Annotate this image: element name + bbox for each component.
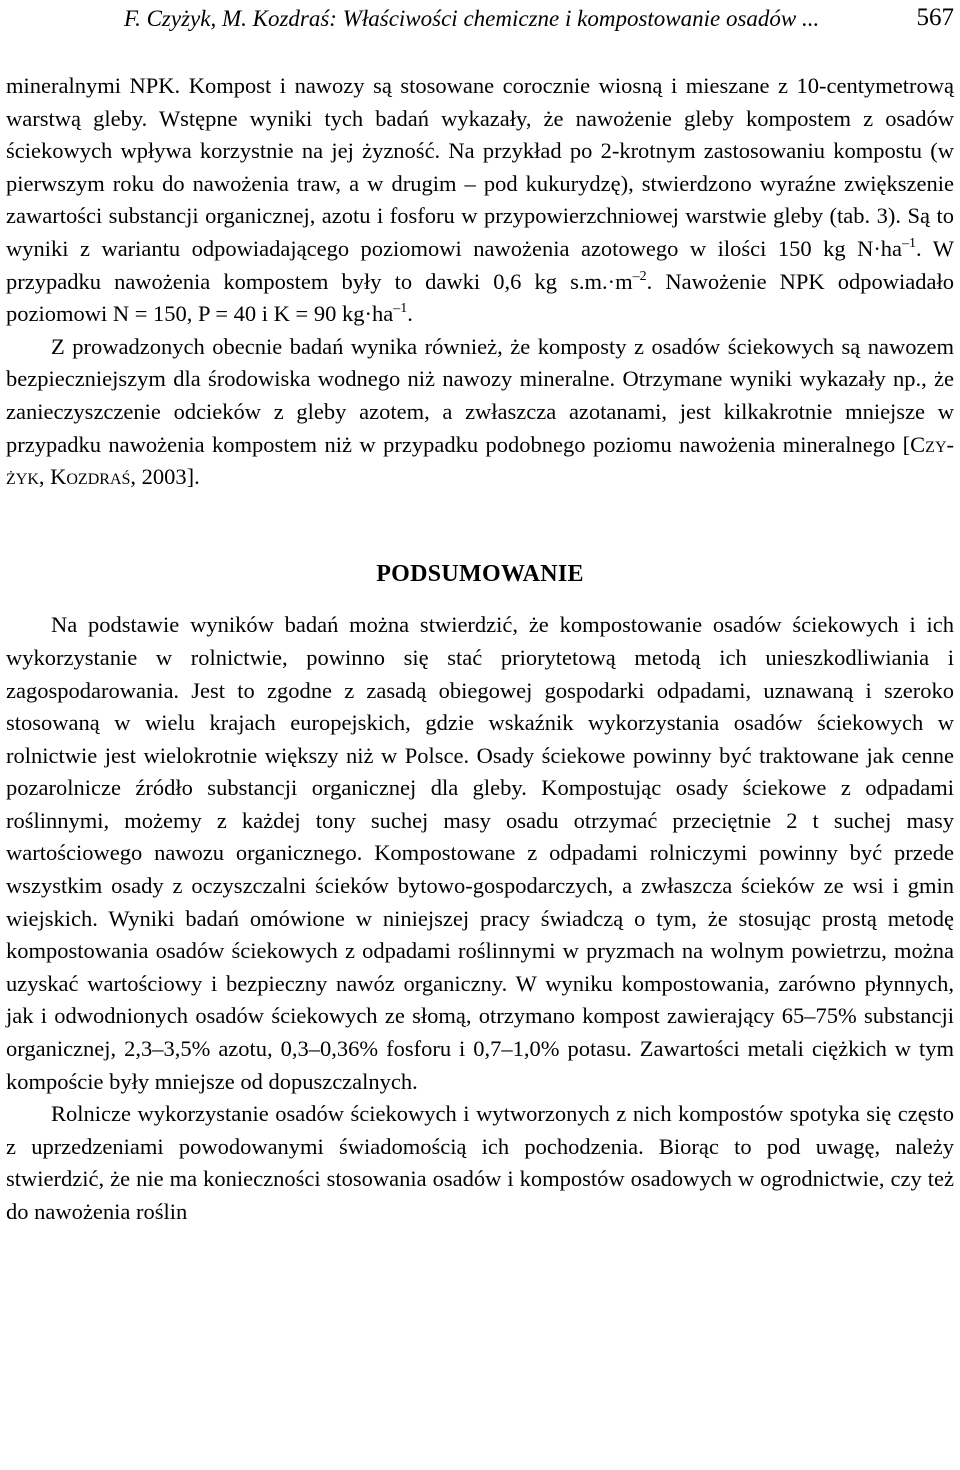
paragraph-results [6,70,954,331]
document-page [6,0,954,1229]
section-heading: PODSUMOWANIE [376,560,584,587]
page-number: 567 [916,4,954,31]
paragraph-text: . [407,301,413,327]
superscript: –2 [632,268,647,284]
paragraph-text: . W przypadku nawożenia kompostem były to dawki 0,6 kg s.m.·m [6,235,954,294]
paragraph-agricultural-use: Rolnicze wykorzystanie osadów ściekowych i wytworzonych z nich kompostów spotyka się często z uprzedzeniami powodowanymi świadomością ich pochodzenia. Biorąc to pod uwagę, należy stwierdzić, że nie ma konieczności stosowania osadów i kompostów osadowych w ogrodnictwie, czy też do nawożenia roślin [6,1101,954,1224]
citation-year: , 2003]. [130,464,200,490]
running-header [6,4,954,38]
superscript: –1 [393,301,408,317]
paragraph-summary: Na podstawie wyników badań można stwierdzić, że kompostowanie osadów ściekowych i ich wykorzystanie w rolnictwie, powinno się stać priorytetową metodą ich unieszkodliwiania i zagospodarowania. Jest to zgodne z zasadą obiegowej gospodarki odpadami, uznawaną i szeroko stosowaną w wielu krajach europejskich, gdzie wskaźnik wykorzystania osadów ściekowych w rolnictwie jest wielokrotnie większy niż w Polsce. Osady ściekowe powinny być traktowane jak cenne pozarolnicze źródło substancji organicznej dla gleby. Kompostując osady ściekowe z odpadami roślinnymi, możemy z każdej tony suchej masy osadu otrzymać przeciętnie 2 t suchej masy wartościowego nawozu organicznego. Kompostowane z odpadami rolniczymi powinny być przede wszystkim osady z oczyszczalni ścieków bytowo-gospodarczych, a zwłaszcza ścieków ze wsi i gmin wiejskich. Wyniki badań omówione w niniejszej pracy świadczą o tym, że stosując prostą metodę kompostowania osadów ściekowych z odpadami roślinnymi w pryzmach na wolnym powietrzu, można uzyskać wartościowy i bezpieczny nawóz organiczny. W wyniku kompostowania, zarówno płynnych, jak i odwodnionych osadów ściekowych ze słomą, otrzymano kompost zawierający 65–75% substancji organicznej, 2,3–3,5% azotu, 0,3–0,36% fosforu i 0,7–1,0% potasu. Zawartości metali ciężkich w tym kompoście były mniejsze od dopuszczalnych. [6,612,954,1094]
citation-author: Czy-żyk [6,431,954,490]
citation-separator: , [38,464,51,490]
paragraph-text: mineralnymi NPK. Kompost i nawozy są stosowane corocznie wiosną i mieszane z 10-centymetrową warstwą gleby. Wstępne wyniki tych badań wykazały, że nawożenie gleby kompostem z osadów ściekowych wpływa korzystnie na jej żyzność. Na przykład po 2-krotnym zastosowaniu kompostu (w pierwszym roku do nawożenia traw, a w drugim – pod kukurydzę), stwierdzono wyraźne zwiększenie zawartości substancji organicznej, azotu i fosforu w przypowierzchniowej warstwie gleby (tab. 3). Są to wyniki z wariantu odpowiadającego poziomowi nawożenia azotowego w ilości 150 kg N·ha [6,73,954,261]
paragraph-text: . Nawożenie NPK odpowiadało poziomowi N = 150, P = 40 i K = 90 kg·ha [6,268,954,327]
article-body [6,70,954,1229]
running-header-title: F. Czyżyk, M. Kozdraś: Właściwości chemiczne i kompostowanie osadów ... [124,6,820,31]
paragraph-safety [6,331,954,494]
citation-author: Kozdraś [50,464,131,490]
superscript: –1 [902,235,917,251]
paragraph-text: Z prowadzonych obecnie badań wynika również, że komposty z osadów ściekowych są nawozem bezpieczniejszym dla środowiska wodnego niż nawozy mineralne. Otrzymane wyniki wykazały np., że zanieczyszczenie odcieków z gleby azotem, a zwłaszcza azotanami, jest kilkakrotnie mniejsze w przypadku nawożenia kompostem niż w przypadku podobnego poziomu nawożenia mineralnego [ [6,333,954,457]
